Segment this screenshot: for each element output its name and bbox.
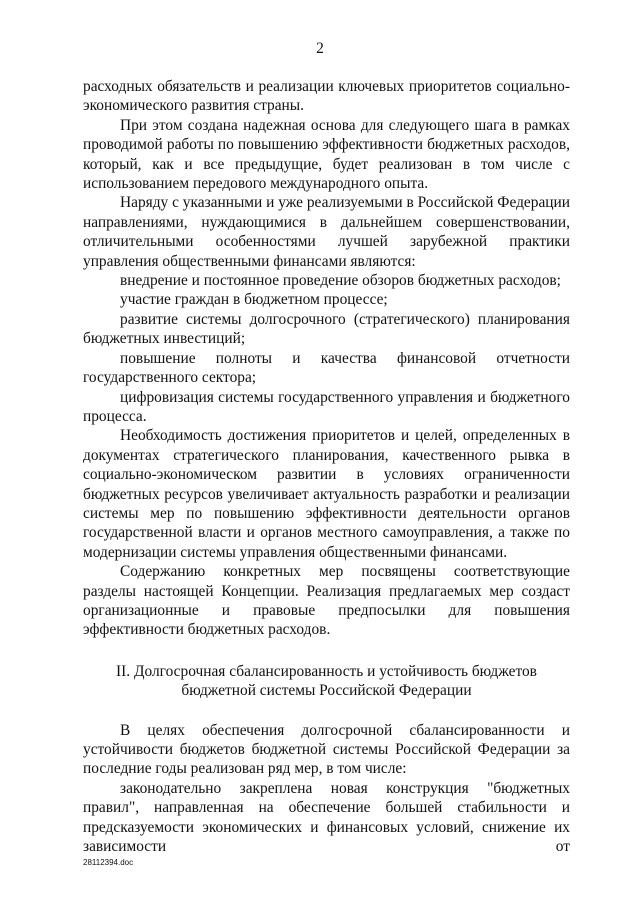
list-item-long-term-planning: развитие системы долгосрочного (стратегического) планирования бюджетных инвестиций;: [83, 310, 570, 348]
list-item-digitalization: цифровизация системы государственного управления и бюджетного процесса.: [83, 388, 570, 425]
paragraph-foundation: При этом создана надежная основа для следующего шага в рамках проводимой работы по повышению эффективности бюджетных расходов, который, как и все предыдущие, будет реализован в том числе с использованием передового международного опыта.: [83, 116, 570, 193]
paragraph-necessity: Необходимость достижения приоритетов и целей, определенных в документах стратегического планирования, качественного рывка в социально-экономическом развитии в условиях ограниченности бюджетных ресурсов увеличивает актуальность разработки и реализации системы мер по повышению эффективности деятельности органов государственной власти и органов местного самоуправления, а также по модернизации системы управления общественными финансами.: [83, 427, 570, 561]
list-item-spending-reviews: внедрение и постоянное проведение обзоров бюджетных расходов;: [120, 272, 561, 290]
list-item-financial-reporting: повышение полноты и качества финансовой отчетности государственного сектора;: [83, 349, 570, 387]
section-heading-line-2: бюджетной системы Российской Федерации: [181, 682, 472, 700]
paragraph-concept-sections: Содержанию конкретных мер посвящены соответствующие разделы настоящей Концепции. Реализация предлагаемых мер создаст организационные и правовые предпосылки для повышения эффективности бюджетных расходов.: [83, 563, 570, 639]
paragraph-continuation: расходных обязательств и реализации ключевых приоритетов социально-экономического развития страны.: [83, 78, 570, 115]
paragraph-balance-measures: В целях обеспечения долгосрочной сбалансированности и устойчивости бюджетов бюджетной системы Российской Федерации за последние годы реализован ряд мер, в том числе:: [83, 721, 570, 778]
page-number: 2: [316, 40, 324, 57]
section-heading: [83, 662, 570, 701]
list-item-budget-rules: законодательно закреплена новая конструкция "бюджетных правил", направленная на обеспечение большей стабильности и предсказуемости экономических и финансовых условий, снижение их зависимости от: [83, 779, 570, 856]
paragraph-best-practices-intro: Наряду с указанными и уже реализуемыми в Российской Федерации направлениями, нуждающимися в дальнейшем совершенствовании, отличительными особенностями лучшей зарубежной практики управления общественными финансами являются:: [83, 194, 570, 270]
section-heading-line-1: II. Долгосрочная сбалансированность и устойчивость бюджетов: [116, 662, 537, 680]
list-item-citizen-participation: участие граждан в бюджетном процессе;: [120, 291, 388, 309]
document-body: [83, 77, 570, 856]
document-filename-footer: 28112394.doc: [83, 858, 134, 867]
